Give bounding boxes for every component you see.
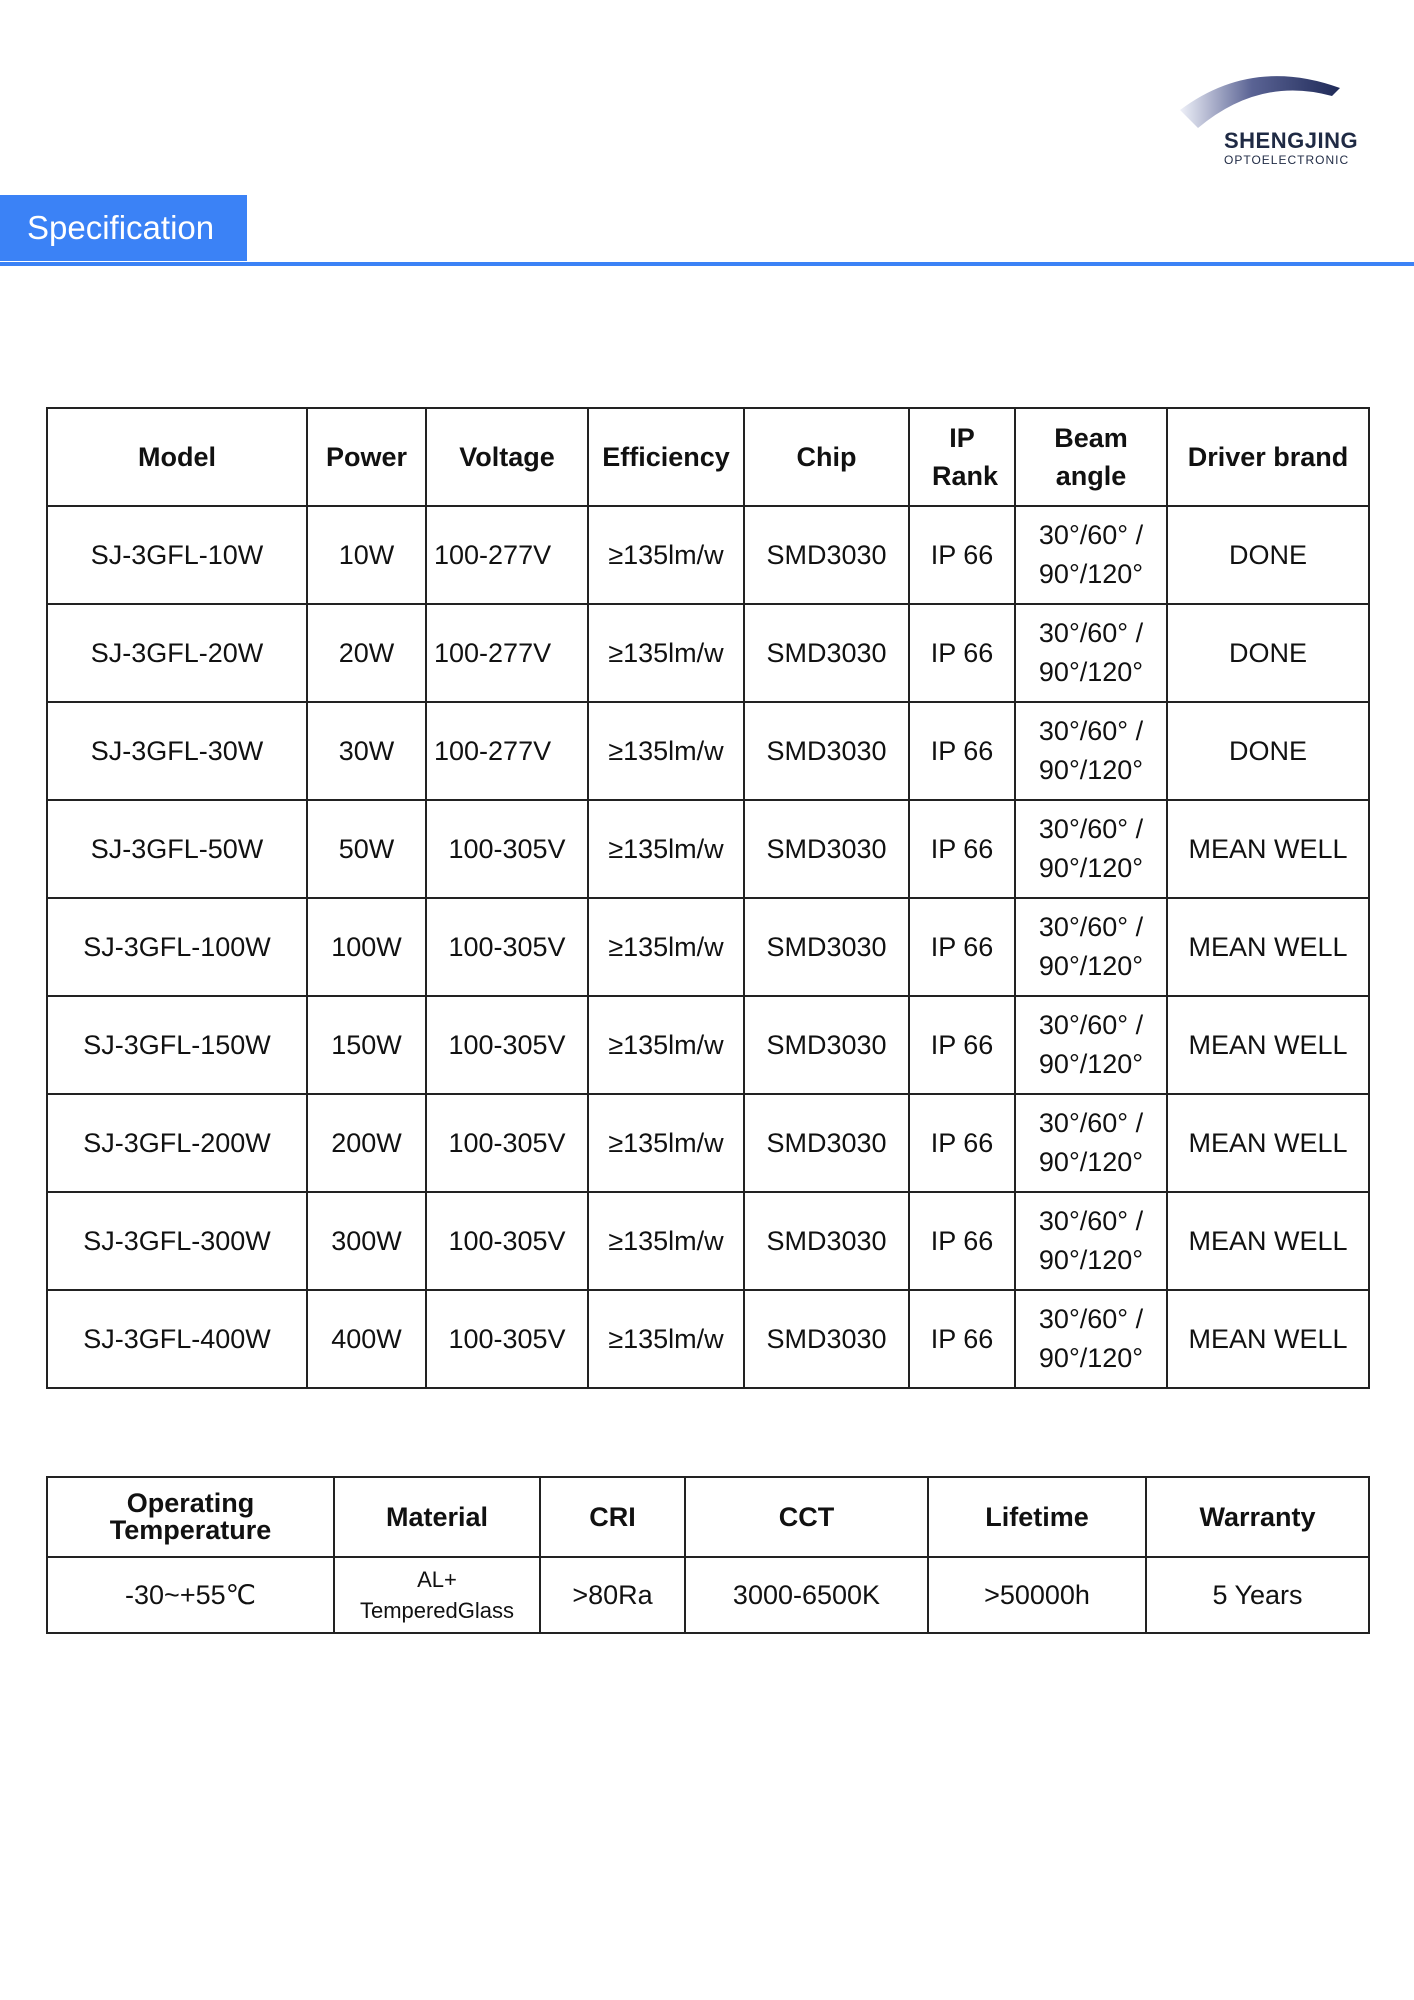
cell-ip: IP 66 — [909, 1094, 1015, 1192]
cell-power: 30W — [307, 702, 426, 800]
cell-power: 300W — [307, 1192, 426, 1290]
cell-driver: MEAN WELL — [1167, 1192, 1369, 1290]
header-warranty: Warranty — [1146, 1477, 1369, 1557]
header-voltage: Voltage — [426, 408, 588, 506]
table-row — [47, 702, 1369, 800]
table-row — [47, 506, 1369, 604]
cell-efficiency: ≥135lm/w — [588, 702, 744, 800]
cell-model: SJ-3GFL-30W — [47, 702, 307, 800]
cell-power: 100W — [307, 898, 426, 996]
cell-voltage: 100-305V — [426, 1094, 588, 1192]
cell-power: 20W — [307, 604, 426, 702]
header-beam-angle: Beam angle — [1015, 408, 1167, 506]
table-row — [47, 800, 1369, 898]
cell-cri: >80Ra — [540, 1557, 685, 1633]
table-row — [47, 604, 1369, 702]
cell-model: SJ-3GFL-50W — [47, 800, 307, 898]
table-row — [47, 1094, 1369, 1192]
header-cri: CRI — [540, 1477, 685, 1557]
cell-voltage: 100-277V — [426, 604, 588, 702]
cell-model: SJ-3GFL-400W — [47, 1290, 307, 1388]
cell-ip: IP 66 — [909, 506, 1015, 604]
cell-chip: SMD3030 — [744, 506, 909, 604]
cell-efficiency: ≥135lm/w — [588, 506, 744, 604]
cell-chip: SMD3030 — [744, 996, 909, 1094]
cell-power: 10W — [307, 506, 426, 604]
cell-chip: SMD3030 — [744, 604, 909, 702]
cell-beam-angle: 30°/60° / 90°/120° — [1015, 604, 1167, 702]
header-chip: Chip — [744, 408, 909, 506]
company-logo — [1172, 70, 1372, 170]
cell-model: SJ-3GFL-10W — [47, 506, 307, 604]
cell-chip: SMD3030 — [744, 702, 909, 800]
table-row — [47, 1192, 1369, 1290]
cell-beam-angle: 30°/60° / 90°/120° — [1015, 1192, 1167, 1290]
table-row — [47, 1290, 1369, 1388]
header-efficiency: Efficiency — [588, 408, 744, 506]
cell-beam-angle: 30°/60° / 90°/120° — [1015, 996, 1167, 1094]
cell-model: SJ-3GFL-150W — [47, 996, 307, 1094]
general-spec-table — [46, 1476, 1370, 1634]
cell-efficiency: ≥135lm/w — [588, 898, 744, 996]
cell-chip: SMD3030 — [744, 1290, 909, 1388]
table-row — [47, 898, 1369, 996]
cell-efficiency: ≥135lm/w — [588, 800, 744, 898]
cell-chip: SMD3030 — [744, 1094, 909, 1192]
cell-ip: IP 66 — [909, 996, 1015, 1094]
cell-temperature: -30~+55℃ — [47, 1557, 334, 1633]
cell-efficiency: ≥135lm/w — [588, 604, 744, 702]
cell-chip: SMD3030 — [744, 1192, 909, 1290]
cell-driver: MEAN WELL — [1167, 996, 1369, 1094]
cell-model: SJ-3GFL-20W — [47, 604, 307, 702]
cell-driver: MEAN WELL — [1167, 1094, 1369, 1192]
cell-voltage: 100-277V — [426, 506, 588, 604]
cell-beam-angle: 30°/60° / 90°/120° — [1015, 1094, 1167, 1192]
header-lifetime: Lifetime — [928, 1477, 1146, 1557]
cell-voltage: 100-305V — [426, 1290, 588, 1388]
header-cct: CCT — [685, 1477, 928, 1557]
cell-voltage: 100-277V — [426, 702, 588, 800]
cell-chip: SMD3030 — [744, 898, 909, 996]
cell-efficiency: ≥135lm/w — [588, 1094, 744, 1192]
cell-power: 50W — [307, 800, 426, 898]
header-material: Material — [334, 1477, 540, 1557]
cell-model: SJ-3GFL-100W — [47, 898, 307, 996]
cell-chip: SMD3030 — [744, 800, 909, 898]
cell-beam-angle: 30°/60° / 90°/120° — [1015, 800, 1167, 898]
cell-voltage: 100-305V — [426, 898, 588, 996]
cell-cct: 3000-6500K — [685, 1557, 928, 1633]
cell-driver: MEAN WELL — [1167, 800, 1369, 898]
cell-material: AL+ TemperedGlass — [334, 1557, 540, 1633]
logo-arc-icon — [1172, 70, 1372, 130]
cell-efficiency: ≥135lm/w — [588, 1192, 744, 1290]
cell-beam-angle: 30°/60° / 90°/120° — [1015, 506, 1167, 604]
section-divider — [0, 262, 1414, 266]
cell-model: SJ-3GFL-300W — [47, 1192, 307, 1290]
cell-beam-angle: 30°/60° / 90°/120° — [1015, 1290, 1167, 1388]
cell-ip: IP 66 — [909, 800, 1015, 898]
cell-beam-angle: 30°/60° / 90°/120° — [1015, 702, 1167, 800]
cell-driver: DONE — [1167, 702, 1369, 800]
header-ip-rank: IP Rank — [909, 408, 1015, 506]
cell-ip: IP 66 — [909, 1290, 1015, 1388]
general-row — [47, 1557, 1369, 1633]
header-model: Model — [47, 408, 307, 506]
logo-subtitle: OPTOELECTRONIC — [1224, 153, 1350, 167]
header-power: Power — [307, 408, 426, 506]
cell-voltage: 100-305V — [426, 800, 588, 898]
header-operating-temperature: Operating Temperature — [47, 1477, 334, 1557]
cell-power: 200W — [307, 1094, 426, 1192]
table-row — [47, 996, 1369, 1094]
general-header-row — [47, 1477, 1369, 1557]
logo-name: SHENGJING — [1224, 128, 1359, 153]
cell-driver: MEAN WELL — [1167, 898, 1369, 996]
cell-driver: MEAN WELL — [1167, 1290, 1369, 1388]
cell-voltage: 100-305V — [426, 996, 588, 1094]
cell-efficiency: ≥135lm/w — [588, 996, 744, 1094]
header-driver-brand: Driver brand — [1167, 408, 1369, 506]
section-label: Specification — [0, 195, 247, 261]
cell-voltage: 100-305V — [426, 1192, 588, 1290]
cell-efficiency: ≥135lm/w — [588, 1290, 744, 1388]
cell-lifetime: >50000h — [928, 1557, 1146, 1633]
cell-warranty: 5 Years — [1146, 1557, 1369, 1633]
cell-beam-angle: 30°/60° / 90°/120° — [1015, 898, 1167, 996]
cell-driver: DONE — [1167, 604, 1369, 702]
cell-model: SJ-3GFL-200W — [47, 1094, 307, 1192]
cell-power: 150W — [307, 996, 426, 1094]
spec-header-row — [47, 408, 1369, 506]
cell-ip: IP 66 — [909, 604, 1015, 702]
spec-table — [46, 407, 1370, 1389]
cell-ip: IP 66 — [909, 1192, 1015, 1290]
cell-ip: IP 66 — [909, 898, 1015, 996]
cell-driver: DONE — [1167, 506, 1369, 604]
cell-ip: IP 66 — [909, 702, 1015, 800]
cell-power: 400W — [307, 1290, 426, 1388]
